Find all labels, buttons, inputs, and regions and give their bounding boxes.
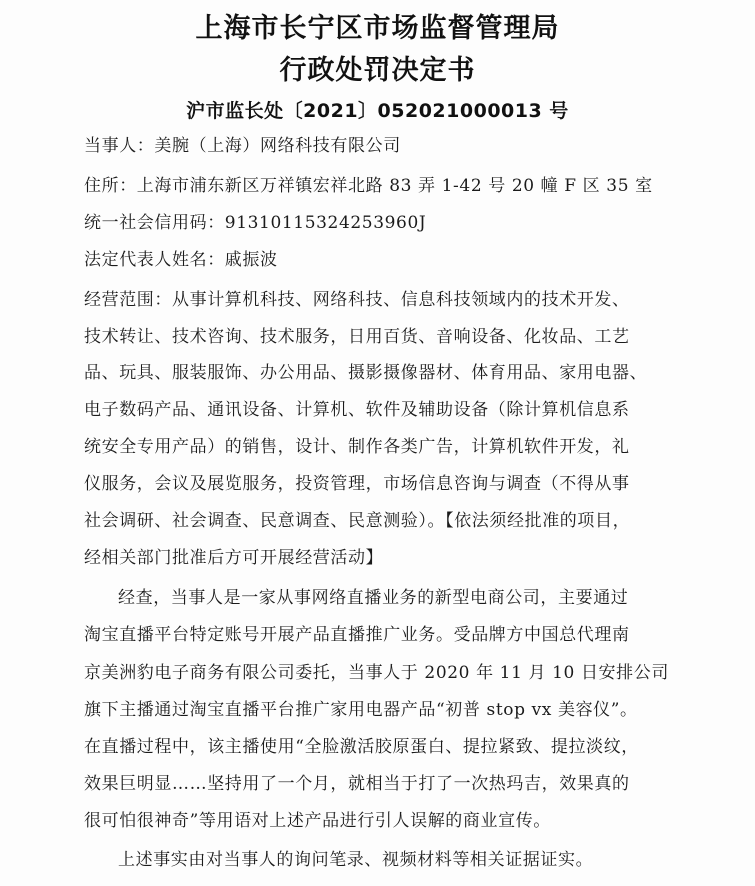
business-scope-line: 技术转让、技术咨询、技术服务，日用百货、音响设备、化妆品、工艺: [84, 327, 630, 347]
business-scope-line: 仪服务，会议及展览服务，投资管理，市场信息咨询与调查（不得从事: [84, 474, 630, 494]
business-scope-line: 经相关部门批准后方可开展经营活动】: [84, 548, 384, 568]
address-line: 住所：上海市浦东新区万祥镇宏祥北路 83 弄 1-42 号 20 幢 F 区 35 室: [84, 176, 653, 196]
findings-paragraph-line: 很可怕很神奇”等用语对上述产品进行引人误解的商业宣传。: [84, 811, 551, 831]
document-number: 沪市监长处〔2021〕052021000013 号: [186, 100, 569, 122]
evidence-paragraph-line: 上述事实由对当事人的询问笔录、视频材料等相关证据证实。: [118, 850, 594, 870]
business-scope-line: 经营范围：从事计算机科技、网络科技、信息科技领域内的技术开发、: [84, 290, 630, 310]
findings-paragraph-line: 在直播过程中，该主播使用“全脸激活胶原蛋白、提拉紧致、提拉淡纹，: [84, 737, 639, 757]
business-scope-line: 品、玩具、服装服饰、办公用品、摄影摄像器材、体育用品、家用电器、: [84, 363, 648, 383]
findings-paragraph-line: 京美洲豹电子商务有限公司委托，当事人于 2020 年 11 月 10 日安排公司: [84, 663, 669, 683]
document-title-agency: 上海市长宁区市场监督管理局: [195, 13, 560, 44]
credit-code-line: 统一社会信用码：91310115324253960J: [84, 213, 427, 233]
party-name-line: 当事人：美腕（上海）网络科技有限公司: [84, 136, 401, 156]
findings-paragraph-line: 旗下主播通过淘宝直播平台推广家用电器产品“初普 stop vx 美容仪”。: [84, 700, 638, 720]
business-scope-line: 社会调研、社会调查、民意调查、民意测验）。【依法须经批准的项目，: [84, 511, 631, 531]
business-scope-line: 统安全专用产品）的销售，设计、制作各类广告，计算机软件开发，礼: [84, 437, 630, 457]
findings-paragraph-line: 经查，当事人是一家从事网络直播业务的新型电商公司，主要通过: [118, 588, 629, 608]
findings-paragraph-line: 效果巨明显……坚持用了一个月，就相当于打了一次热玛吉，效果真的: [84, 774, 630, 794]
legal-representative-line: 法定代表人姓名：戚振波: [84, 250, 278, 270]
document-title-type: 行政处罚决定书: [279, 55, 476, 86]
business-scope-line: 电子数码产品、通讯设备、计算机、软件及辅助设备（除计算机信息系: [84, 400, 630, 420]
findings-paragraph-line: 淘宝直播平台特定账号开展产品直播推广业务。受品牌方中国总代理南: [84, 625, 630, 645]
